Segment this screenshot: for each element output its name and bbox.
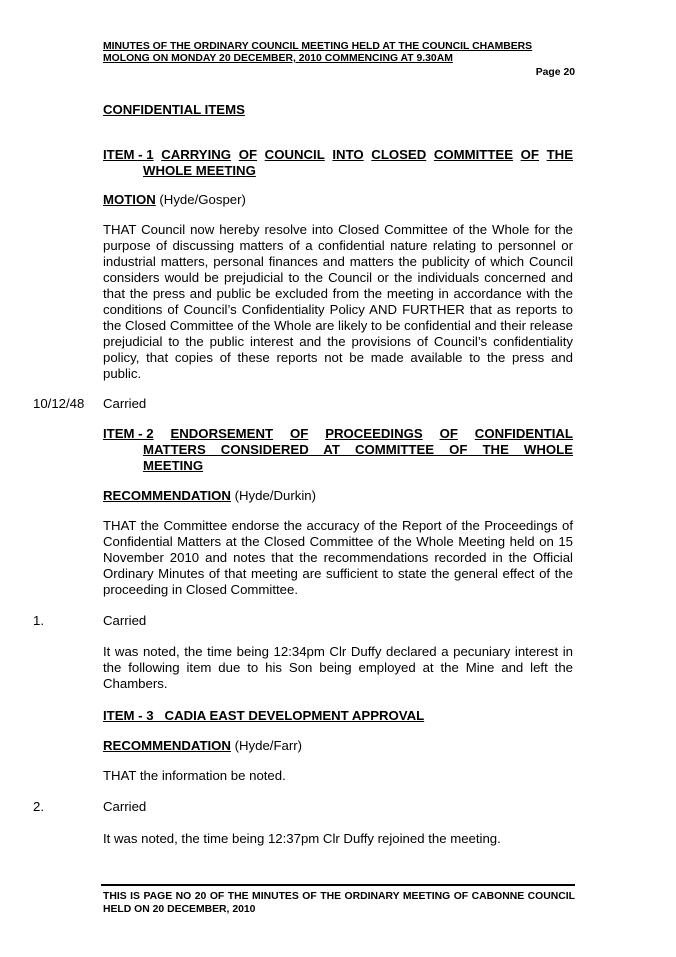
recommendation-label: RECOMMENDATION	[103, 488, 231, 503]
recommendation-movers: (Hyde/Durkin)	[230, 488, 316, 503]
footer-divider	[101, 884, 575, 886]
item-2-recommendation	[103, 488, 316, 503]
item-3-resolution-number: 2.	[33, 799, 44, 814]
item-3-body: THAT the information be noted.	[103, 768, 286, 783]
footer-text: THIS IS PAGE NO 20 OF THE MINUTES OF THE ORDINARY MEETING OF CABONNE COUNCIL HELD ON 20 DECEMBER, 2010	[103, 891, 575, 915]
motion-movers: (Hyde/Gosper)	[155, 192, 246, 207]
item-2-title	[103, 426, 573, 474]
item-3-note: It was noted, the time being 12:37pm Clr Duffy rejoined the meeting.	[103, 831, 501, 846]
item-3-recommendation	[103, 738, 302, 753]
page-number: Page 20	[535, 67, 575, 78]
item-2-note: It was noted, the time being 12:34pm Clr Duffy declared a pecuniary interest in the following item due to his Son being employed at the Mine and left the Chambers.	[103, 644, 573, 691]
item-2-body: THAT the Committee endorse the accuracy of the Report of the Proceedings of Confidential Matters at the Closed Committee of the Whole Meeting held on 15 November 2010 and notes that the recommendations recorded in the Official Ordinary Minutes of that meeting are sufficient to state the general effect of the proceeding in Closed Committee.	[103, 518, 573, 597]
item-3-title: ITEM - 3 CADIA EAST DEVELOPMENT APPROVAL	[103, 708, 425, 723]
header-line-2: MOLONG ON MONDAY 20 DECEMBER, 2010 COMMENCING AT 9.30AM	[103, 53, 453, 64]
section-title: CONFIDENTIAL ITEMS	[103, 102, 245, 117]
motion-label: MOTION	[103, 192, 156, 207]
item-2-resolution-number: 1.	[33, 613, 44, 628]
item-1-body: THAT Council now hereby resolve into Closed Committee of the Whole for the purpose of discussing matters of a confidential nature relating to personnel or industrial matters, personal finances and matters the publicity of which Council considers would be prejudicial to the Council or the individuals concerned and that the press and public be excluded from the meeting in accordance with the conditions of Council’s Confidentiality Policy AND FURTHER that as reports to the Closed Committee of the Whole are likely to be confidential and their release prejudicial to the public interest and the provisions of Council’s confidentiality policy, that copies of these reports not be made available to the press and public.	[103, 222, 573, 381]
item-1-title	[103, 147, 573, 179]
item-2-title-line-3: MEETING	[143, 458, 204, 473]
item-1-resolution-number: 10/12/48	[33, 396, 85, 411]
header-line-1: MINUTES OF THE ORDINARY COUNCIL MEETING HELD AT THE COUNCIL CHAMBERS	[103, 41, 533, 52]
recommendation-movers: (Hyde/Farr)	[230, 738, 303, 753]
item-2-title-line-1: ITEM - 2 ENDORSEMENT OF PROCEEDINGS OF CONFIDENTIAL	[103, 426, 573, 441]
item-3-result: Carried	[103, 799, 147, 814]
item-1-title-line-1: ITEM - 1 CARRYING OF COUNCIL INTO CLOSED COMMITTEE OF THE	[103, 147, 573, 162]
item-1-result: Carried	[103, 396, 147, 411]
item-1-title-line-2: WHOLE MEETING	[143, 163, 256, 178]
item-2-title-line-2: MATTERS CONSIDERED AT COMMITTEE OF THE WHOLE	[143, 442, 573, 457]
item-1-motion	[103, 192, 246, 207]
item-2-result: Carried	[103, 613, 147, 628]
recommendation-label: RECOMMENDATION	[103, 738, 231, 753]
